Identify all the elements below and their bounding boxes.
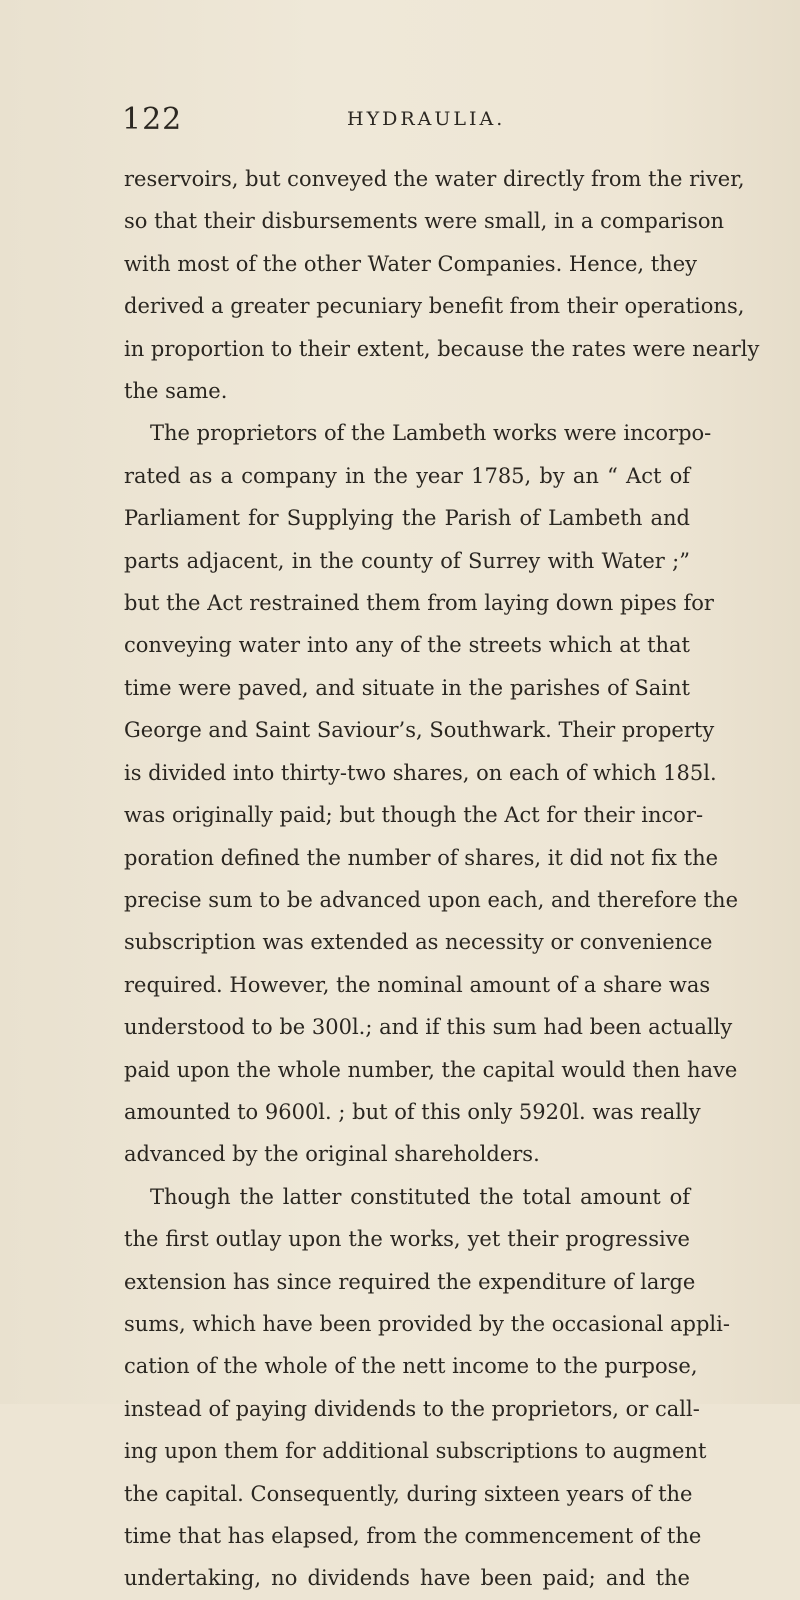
text-line: cation of the whole of the nett income to the purpose, [124, 1354, 698, 1379]
text-line: ing upon them for additional subscriptions to augment [124, 1439, 707, 1464]
text-line: The proprietors of the Lambeth works were incorpo- [150, 421, 712, 446]
text-line: amounted to 9600l. ; but of this only 5920l. was really [124, 1099, 701, 1124]
running-title: HYDRAULIA. [347, 108, 506, 130]
text-line: required. However, the nominal amount of a share was [124, 972, 711, 997]
text-line: reservoirs, but conveyed the water directly from the river, [124, 167, 745, 191]
text-line: undertaking, no dividends have been paid; and the [124, 1566, 690, 1591]
text-line: understood to be 300l.; and if this sum had been actually [124, 1015, 733, 1040]
text-line: subscription was extended as necessity or convenience [124, 930, 713, 955]
text-line: conveying water into any of the streets which at that [124, 633, 690, 658]
text-line: with most of the other Water Companies. Hence, they [124, 251, 697, 276]
text-line: time were paved, and situate in the parishes of Saint [124, 675, 690, 700]
text-line: advanced by the original shareholders. [124, 1142, 540, 1167]
text-line: the capital. Consequently, during sixteen years of the [124, 1481, 693, 1506]
page-number: 122 [122, 102, 183, 137]
text-line: Parliament for Supplying the Parish of Lambeth and [124, 506, 690, 531]
text-line: derived a greater pecuniary benefit from their operations, [124, 294, 745, 319]
body-text [124, 158, 760, 1600]
text-line: Though the latter constituted the total amount of [150, 1184, 690, 1209]
text-line: poration defined the number of shares, it did not fix the [124, 845, 719, 870]
text-line: so that their disbursements were small, in a comparison [124, 209, 725, 234]
text-line: precise sum to be advanced upon each, and therefore the [124, 887, 739, 912]
text-line: time that has elapsed, from the commencement of the [124, 1524, 702, 1548]
text-line: rated as a company in the year 1785, by an “ Act of [124, 463, 690, 488]
text-line: instead of paying dividends to the proprietors, or call- [124, 1396, 700, 1421]
text-line: extension has since required the expenditure of large [124, 1269, 696, 1294]
text-line: sums, which have been provided by the occasional appli- [124, 1311, 730, 1336]
text-line: the same. [124, 379, 228, 404]
text-line: the first outlay upon the works, yet their progressive [124, 1227, 690, 1252]
text-line: in proportion to their extent, because the rates were nearly [124, 336, 760, 361]
text-line: parts adjacent, in the county of Surrey with Water ;” [124, 548, 690, 573]
text-line: George and Saint Saviour’s, Southwark. Their property [124, 718, 715, 743]
text-line: but the Act restrained them from laying down pipes for [124, 591, 714, 616]
page-header [122, 102, 682, 142]
text-line: is divided into thirty-two shares, on each of which 185l. [124, 760, 717, 785]
text-line: paid upon the whole number, the capital would then have [124, 1057, 738, 1082]
text-line: was originally paid; but though the Act for their incor- [124, 803, 704, 828]
